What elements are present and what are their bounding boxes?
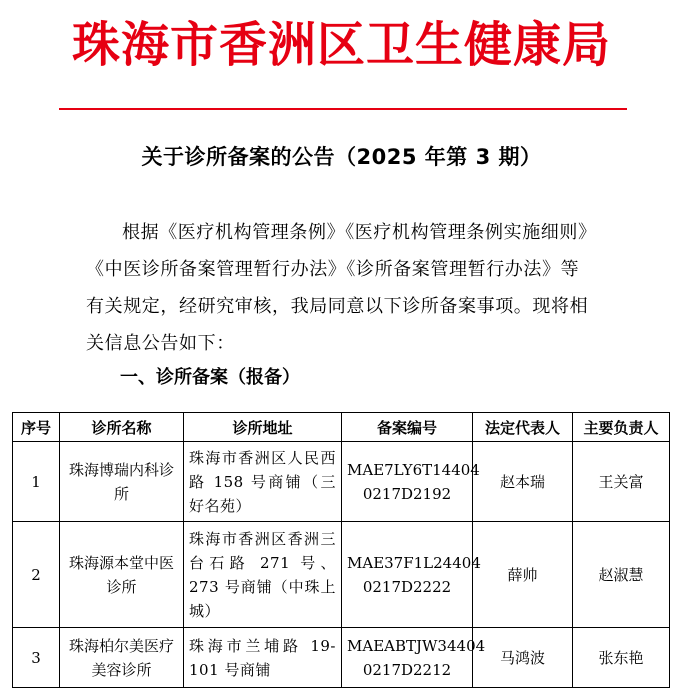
principal: 张东艳 bbox=[573, 628, 670, 688]
record-code-line: 0217D2212 bbox=[362, 660, 452, 679]
header-clinic-address: 诊所地址 bbox=[184, 413, 342, 442]
clinic-address: 珠海市香洲区香洲三台石路 271 号、273 号商铺（中珠上城） bbox=[184, 522, 342, 628]
agency-masthead: 珠海市香洲区卫生健康局 bbox=[71, 17, 611, 73]
header-no: 序号 bbox=[13, 413, 60, 442]
record-code-line: MAE7LY6T14404 bbox=[347, 460, 480, 479]
legal-rep: 马鸿波 bbox=[473, 628, 573, 688]
body-line: 关信息公告如下： bbox=[86, 333, 235, 354]
header-principal: 主要负责人 bbox=[573, 413, 670, 442]
row-no: 2 bbox=[13, 522, 60, 628]
clinic-address: 珠海市香洲区人民西路 158 号商铺（三好名苑） bbox=[184, 442, 342, 522]
document-title: 关于诊所备案的公告（2025 年第 3 期） bbox=[141, 145, 542, 169]
record-code-line: 0217D2222 bbox=[362, 577, 452, 596]
legal-rep: 赵本瑞 bbox=[473, 442, 573, 522]
record-code-line: 0217D2192 bbox=[362, 484, 452, 503]
principal: 王关富 bbox=[573, 442, 670, 522]
clinic-record-table bbox=[12, 412, 670, 688]
record-code bbox=[342, 442, 480, 522]
header-clinic-name: 诊所名称 bbox=[60, 413, 184, 442]
clinic-name: 珠海源本堂中医诊所 bbox=[60, 522, 184, 628]
body-line: 根据《医疗机构管理条例》《医疗机构管理条例实施细则》 bbox=[122, 222, 597, 243]
clinic-address: 珠海市兰埔路 19-101 号商铺 bbox=[184, 628, 342, 688]
clinic-name: 珠海博瑞内科诊所 bbox=[60, 442, 184, 522]
row-no: 1 bbox=[13, 442, 60, 522]
section-heading: 一、诊所备案（报备） bbox=[120, 367, 300, 388]
record-code bbox=[342, 628, 486, 688]
masthead-red-rule bbox=[59, 108, 627, 110]
record-code bbox=[342, 522, 481, 628]
table-row bbox=[13, 628, 670, 688]
table-row bbox=[13, 442, 670, 522]
body-line: 有关规定，经研究审核，我局同意以下诊所备案事项。现将相 bbox=[86, 296, 589, 317]
legal-rep: 薛帅 bbox=[473, 522, 573, 628]
body-line: 《中医诊所备案管理暂行办法》《诊所备案管理暂行办法》等 bbox=[86, 259, 580, 280]
table-header-row bbox=[13, 413, 670, 442]
announcement-body bbox=[86, 214, 606, 362]
clinic-name: 珠海柏尔美医疗美容诊所 bbox=[60, 628, 184, 688]
principal: 赵淑慧 bbox=[573, 522, 670, 628]
row-no: 3 bbox=[13, 628, 60, 688]
header-record-code: 备案编号 bbox=[342, 413, 473, 442]
header-legal-rep: 法定代表人 bbox=[473, 413, 573, 442]
table-row bbox=[13, 522, 670, 628]
record-code-line: MAE37F1L24404 bbox=[347, 553, 481, 572]
record-code-line: MAEABTJW34404 bbox=[347, 636, 486, 655]
